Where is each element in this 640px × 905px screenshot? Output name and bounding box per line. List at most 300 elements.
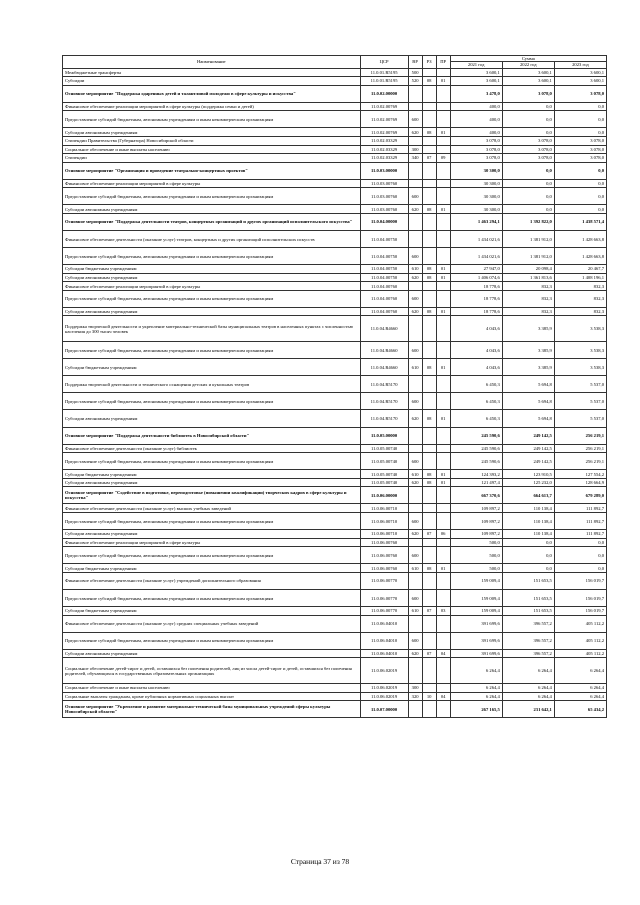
table-row: [63, 316, 607, 342]
row-amount-2021: 18 778,6: [450, 282, 502, 291]
row-csr: 11.0.04.R5170: [360, 376, 408, 393]
row-pr: [436, 615, 450, 632]
row-name: Социальные выплаты гражданам, кроме публичных нормативных социальных выплат: [63, 692, 361, 701]
row-rz: [422, 701, 436, 718]
row-csr: 11.0.04.R4660: [360, 359, 408, 376]
table-row: [63, 145, 607, 154]
row-amount-2022: 3 600,1: [502, 77, 554, 86]
table-header: [63, 56, 607, 69]
row-name: Финансовое обеспечение деятельности (оказание услуг) средних специальных учебных заведений: [63, 615, 361, 632]
row-rz: [422, 213, 436, 230]
row-csr: 11.0.06.00000: [360, 487, 408, 504]
row-amount-2022: 1 392 822,0: [502, 213, 554, 230]
table-row: [63, 111, 607, 128]
table-row: [63, 701, 607, 718]
row-rz: [422, 632, 436, 649]
row-rz: [422, 376, 436, 393]
row-pr: [436, 68, 450, 77]
row-amount-2021: 30 300,0: [450, 205, 502, 214]
row-amount-2023: 0,0: [554, 128, 606, 137]
row-amount-2021: 1 434 021,6: [450, 230, 502, 247]
row-amount-2021: 109 897,2: [450, 513, 502, 530]
row-name: Субсидии бюджетным учреждениям: [63, 265, 361, 274]
row-rz: [422, 538, 436, 547]
table-row: [63, 393, 607, 410]
table-row: [63, 632, 607, 649]
header-vr: ВР: [408, 56, 422, 69]
row-csr: 11.0.03.00760: [360, 188, 408, 205]
row-name: Предоставление субсидий бюджетным, автономным учреждениям и иным некоммерческим организациям: [63, 342, 361, 359]
row-vr: 600: [408, 290, 422, 307]
header-csr: ЦСР: [360, 56, 408, 69]
row-vr: 620: [408, 128, 422, 137]
row-rz: [422, 102, 436, 111]
row-name: Предоставление субсидий бюджетным, автономным учреждениям и иным некоммерческим организациям: [63, 453, 361, 470]
row-pr: [436, 658, 450, 684]
row-amount-2022: 249 142,5: [502, 444, 554, 453]
row-amount-2022: 110 138,4: [502, 513, 554, 530]
row-amount-2023: 256 219,1: [554, 444, 606, 453]
row-pr: [436, 342, 450, 359]
row-vr: 600: [408, 589, 422, 606]
row-amount-2022: 0,0: [502, 162, 554, 179]
row-rz: [422, 179, 436, 188]
row-amount-2023: 5 537,0: [554, 376, 606, 393]
row-rz: [422, 487, 436, 504]
row-name: Основное мероприятие "Организация и проведение театрально-концертных проектов": [63, 162, 361, 179]
row-pr: 01: [436, 478, 450, 487]
row-vr: 340: [408, 154, 422, 163]
row-amount-2022: 151 653,5: [502, 572, 554, 589]
row-csr: 11.0.04.00760: [360, 307, 408, 316]
row-pr: 01: [436, 359, 450, 376]
row-amount-2021: 18 778,6: [450, 290, 502, 307]
row-amount-2021: 1 406 074,6: [450, 273, 502, 282]
row-amount-2023: 0,0: [554, 162, 606, 179]
row-csr: 11.0.05.00740: [360, 444, 408, 453]
row-csr: 11.0.06.00760: [360, 538, 408, 547]
table-row: [63, 410, 607, 427]
row-rz: 07: [422, 530, 436, 539]
row-csr: 11.0.04.00000: [360, 213, 408, 230]
table-row: [63, 290, 607, 307]
row-amount-2023: 256 219,1: [554, 453, 606, 470]
row-csr: 11.0.04.00750: [360, 230, 408, 247]
row-vr: 600: [408, 188, 422, 205]
row-amount-2023: 832,3: [554, 290, 606, 307]
row-amount-2022: 249 142,5: [502, 453, 554, 470]
row-name: Финансовое обеспечение реализации мероприятий в сфере культуры: [63, 282, 361, 291]
row-rz: [422, 615, 436, 632]
row-csr: 11.0.04.R4660: [360, 342, 408, 359]
row-pr: [436, 427, 450, 444]
table-row: [63, 154, 607, 163]
table-row: [63, 136, 607, 145]
table-row: [63, 572, 607, 589]
row-vr: [408, 701, 422, 718]
row-rz: [422, 683, 436, 692]
header-year-2023: 2023 год: [554, 62, 606, 68]
row-vr: 620: [408, 307, 422, 316]
row-name: Финансовое обеспечение деятельности (оказание услуг) библиотек: [63, 444, 361, 453]
row-amount-2023: 6 264,4: [554, 692, 606, 701]
row-amount-2023: 156 019,7: [554, 589, 606, 606]
row-name: Предоставление субсидий бюджетным, автономным учреждениям и иным некоммерческим организациям: [63, 589, 361, 606]
row-amount-2021: 27 947,0: [450, 265, 502, 274]
row-pr: [436, 572, 450, 589]
row-vr: [408, 427, 422, 444]
row-pr: 04: [436, 649, 450, 658]
row-amount-2022: 664 613,7: [502, 487, 554, 504]
row-amount-2021: 4 043,6: [450, 359, 502, 376]
row-amount-2022: 832,3: [502, 290, 554, 307]
row-amount-2021: 3 078,0: [450, 154, 502, 163]
row-name: Предоставление субсидий бюджетным, автономным учреждениям и иным некоммерческим организациям: [63, 513, 361, 530]
row-pr: 01: [436, 470, 450, 479]
row-vr: [408, 162, 422, 179]
row-vr: 620: [408, 530, 422, 539]
row-csr: 11.0.02.03329: [360, 136, 408, 145]
row-vr: 500: [408, 68, 422, 77]
row-amount-2021: 159 009,4: [450, 589, 502, 606]
row-amount-2022: 0,0: [502, 205, 554, 214]
page-number: Страница 37 из 78: [290, 857, 350, 866]
row-vr: [408, 102, 422, 111]
row-csr: 11.0.04.00750: [360, 248, 408, 265]
row-amount-2022: 125 232,0: [502, 478, 554, 487]
row-amount-2021: 6 450,3: [450, 410, 502, 427]
table-row: [63, 487, 607, 504]
table-row: [63, 683, 607, 692]
row-amount-2021: 6 450,3: [450, 376, 502, 393]
row-pr: [436, 111, 450, 128]
row-csr: 11.0.04.00760: [360, 290, 408, 307]
row-pr: [436, 393, 450, 410]
row-amount-2021: 30 300,0: [450, 188, 502, 205]
row-amount-2023: 5 537,0: [554, 410, 606, 427]
row-rz: 07: [422, 154, 436, 163]
row-pr: 01: [436, 564, 450, 573]
table-row: [63, 478, 607, 487]
row-amount-2021: 3 478,0: [450, 85, 502, 102]
row-name: Субсидии бюджетным учреждениям: [63, 470, 361, 479]
row-name: Предоставление субсидий бюджетным, автономным учреждениям и иным некоммерческим организациям: [63, 632, 361, 649]
row-vr: 620: [408, 478, 422, 487]
row-name: Основное мероприятие "Поддержка одаренных детей и талантливой молодежи в сфере культуры и искусства": [63, 85, 361, 102]
row-amount-2023: 5 537,0: [554, 393, 606, 410]
row-csr: 11.0.04.00750: [360, 273, 408, 282]
row-csr: 11.0.04.R5170: [360, 410, 408, 427]
row-vr: 600: [408, 453, 422, 470]
row-name: Стипендии: [63, 154, 361, 163]
row-amount-2021: 500,0: [450, 538, 502, 547]
row-rz: [422, 589, 436, 606]
row-amount-2021: 109 897,2: [450, 504, 502, 513]
row-amount-2021: 1 434 021,6: [450, 248, 502, 265]
row-pr: [436, 290, 450, 307]
row-amount-2023: 3 078,0: [554, 145, 606, 154]
row-rz: 07: [422, 607, 436, 616]
row-csr: 11.0.04.00750: [360, 265, 408, 274]
row-amount-2023: 6 264,4: [554, 658, 606, 684]
row-amount-2023: 3 078,0: [554, 85, 606, 102]
row-amount-2022: 3 385,9: [502, 359, 554, 376]
row-csr: 11.0.06.02019: [360, 658, 408, 684]
row-pr: [436, 316, 450, 342]
row-vr: 610: [408, 359, 422, 376]
row-rz: 08: [422, 410, 436, 427]
table-row: [63, 342, 607, 359]
row-amount-2021: 4 043,6: [450, 316, 502, 342]
row-amount-2023: 1 428 663,8: [554, 248, 606, 265]
row-amount-2022: 3 600,1: [502, 68, 554, 77]
row-pr: [436, 487, 450, 504]
row-vr: 300: [408, 145, 422, 154]
row-name: Субсидии автономным учреждениям: [63, 649, 361, 658]
row-name: Предоставление субсидий бюджетным, автономным учреждениям и иным некоммерческим организациям: [63, 248, 361, 265]
table-row: [63, 179, 607, 188]
row-amount-2023: 1 408 196,1: [554, 273, 606, 282]
row-vr: [408, 179, 422, 188]
row-amount-2023: 156 019,7: [554, 572, 606, 589]
row-vr: 620: [408, 205, 422, 214]
row-amount-2023: 0,0: [554, 564, 606, 573]
row-amount-2022: 123 910,5: [502, 470, 554, 479]
row-amount-2023: 405 112,2: [554, 649, 606, 658]
row-vr: 610: [408, 607, 422, 616]
row-rz: [422, 282, 436, 291]
row-amount-2023: 127 554,2: [554, 470, 606, 479]
table-row: [63, 453, 607, 470]
row-vr: [408, 376, 422, 393]
row-pr: [436, 376, 450, 393]
row-pr: [436, 162, 450, 179]
row-name: Субсидии автономным учреждениям: [63, 410, 361, 427]
row-amount-2022: 3 385,9: [502, 316, 554, 342]
row-csr: 11.0.02.03329: [360, 154, 408, 163]
row-amount-2023: 156 019,7: [554, 607, 606, 616]
table-row: [63, 248, 607, 265]
row-amount-2021: 30 300,0: [450, 162, 502, 179]
row-amount-2021: 30 300,0: [450, 179, 502, 188]
table-row: [63, 589, 607, 606]
row-rz: [422, 136, 436, 145]
row-name: Социальное обеспечение детей-сирот и детей, оставшихся без попечения родителей, лиц из числа детей-сирот и детей, оставшихся без попечения родителей, обучающихся в государственных образовательных организациях: [63, 658, 361, 684]
row-rz: [422, 342, 436, 359]
table-row: [63, 564, 607, 573]
row-csr: 11.0.02.00769: [360, 111, 408, 128]
row-rz: [422, 453, 436, 470]
row-csr: 11.0.01.R5195: [360, 68, 408, 77]
row-name: Финансовое обеспечение реализации мероприятий в сфере культуры (поддержка семьи и детей): [63, 102, 361, 111]
row-csr: 11.0.02.00769: [360, 128, 408, 137]
row-name: Социальное обеспечение и иные выплаты населению: [63, 145, 361, 154]
row-name: Субсидии автономным учреждениям: [63, 530, 361, 539]
row-pr: 06: [436, 530, 450, 539]
row-csr: 11.0.06.00760: [360, 564, 408, 573]
row-rz: [422, 444, 436, 453]
row-amount-2022: 6 264,4: [502, 658, 554, 684]
row-pr: 01: [436, 410, 450, 427]
row-rz: [422, 427, 436, 444]
row-pr: [436, 230, 450, 247]
row-vr: [408, 85, 422, 102]
row-rz: [422, 111, 436, 128]
table-row: [63, 359, 607, 376]
row-amount-2022: 3 078,0: [502, 136, 554, 145]
row-name: Предоставление субсидий бюджетным, автономным учреждениям и иным некоммерческим организациям: [63, 290, 361, 307]
row-rz: 08: [422, 470, 436, 479]
row-rz: 08: [422, 478, 436, 487]
row-amount-2021: 1 463 294,1: [450, 213, 502, 230]
row-vr: 520: [408, 77, 422, 86]
row-amount-2021: 6 264,4: [450, 658, 502, 684]
row-pr: [436, 145, 450, 154]
row-amount-2022: 0,0: [502, 538, 554, 547]
row-amount-2023: 0,0: [554, 547, 606, 564]
row-amount-2023: 3 538,3: [554, 342, 606, 359]
row-pr: [436, 179, 450, 188]
row-name: Финансовое обеспечение деятельности (оказание услуг) учреждений дополнительного образования: [63, 572, 361, 589]
table-row: [63, 530, 607, 539]
row-name: Стипендии Правительства (Губернатора) Новосибирской области: [63, 136, 361, 145]
row-csr: 11.0.06.00760: [360, 547, 408, 564]
row-vr: 610: [408, 564, 422, 573]
row-pr: 03: [436, 607, 450, 616]
row-pr: 09: [436, 154, 450, 163]
row-amount-2023: 405 112,2: [554, 632, 606, 649]
row-name: Социальное обеспечение и иные выплаты населению: [63, 683, 361, 692]
table-row: [63, 470, 607, 479]
row-amount-2023: 6 264,4: [554, 683, 606, 692]
row-amount-2022: 1 361 813,6: [502, 273, 554, 282]
row-pr: [436, 188, 450, 205]
table-row: [63, 658, 607, 684]
row-name: Субсидии: [63, 77, 361, 86]
row-rz: [422, 248, 436, 265]
row-amount-2021: 121 497,4: [450, 478, 502, 487]
row-amount-2021: 391 699,6: [450, 615, 502, 632]
row-name: Поддержка творческой деятельности и укрепление материально-технической базы муниципальных театров в населенных пунктах с численностью населения до 300 тысяч человек: [63, 316, 361, 342]
row-amount-2021: 3 600,1: [450, 77, 502, 86]
row-amount-2022: 3 385,9: [502, 342, 554, 359]
row-amount-2023: 3 538,3: [554, 359, 606, 376]
row-pr: [436, 547, 450, 564]
table-row: [63, 692, 607, 701]
row-amount-2021: 245 590,6: [450, 427, 502, 444]
row-csr: 11.0.06.00710: [360, 530, 408, 539]
row-rz: 07: [422, 649, 436, 658]
row-name: Основное мероприятие "Поддержка деятельности библиотек в Новосибирской области": [63, 427, 361, 444]
row-amount-2023: 65 434,2: [554, 701, 606, 718]
row-rz: [422, 162, 436, 179]
row-vr: [408, 658, 422, 684]
row-amount-2021: 500,0: [450, 564, 502, 573]
row-csr: 11.0.02.00000: [360, 85, 408, 102]
row-name: Финансовое обеспечение деятельности (оказание услуг) театров, концертных и других организаций исполнительских искусств: [63, 230, 361, 247]
budget-table: [62, 55, 607, 718]
row-amount-2022: 832,3: [502, 282, 554, 291]
row-vr: 600: [408, 513, 422, 530]
row-amount-2023: 0,0: [554, 111, 606, 128]
row-csr: 11.0.04.00760: [360, 282, 408, 291]
row-vr: 600: [408, 393, 422, 410]
row-amount-2021: 245 590,6: [450, 444, 502, 453]
row-rz: 08: [422, 265, 436, 274]
row-amount-2021: 391 699,6: [450, 649, 502, 658]
row-name: Субсидии автономным учреждениям: [63, 205, 361, 214]
row-vr: 620: [408, 649, 422, 658]
row-amount-2022: 0,0: [502, 102, 554, 111]
row-amount-2021: 6 450,3: [450, 393, 502, 410]
row-name: Субсидии автономным учреждениям: [63, 478, 361, 487]
row-amount-2021: 3 078,0: [450, 136, 502, 145]
row-pr: 01: [436, 77, 450, 86]
row-rz: 08: [422, 205, 436, 214]
row-pr: 01: [436, 307, 450, 316]
row-csr: 11.0.02.03329: [360, 145, 408, 154]
row-rz: [422, 547, 436, 564]
header-sum: Сумма: [450, 56, 606, 62]
row-amount-2022: 1 381 912,0: [502, 230, 554, 247]
row-amount-2022: 110 138,4: [502, 504, 554, 513]
row-name: Предоставление субсидий бюджетным, автономным учреждениям и иным некоммерческим организациям: [63, 188, 361, 205]
row-amount-2021: 3 078,0: [450, 145, 502, 154]
row-name: Предоставление субсидий бюджетным, автономным учреждениям и иным некоммерческим организациям: [63, 111, 361, 128]
row-name: Субсидии бюджетным учреждениям: [63, 607, 361, 616]
row-csr: 11.0.02.00769: [360, 102, 408, 111]
row-csr: 11.0.03.00000: [360, 162, 408, 179]
row-amount-2021: 391 699,6: [450, 632, 502, 649]
row-amount-2021: 400,0: [450, 102, 502, 111]
row-amount-2023: 3 538,3: [554, 316, 606, 342]
row-name: Финансовое обеспечение реализации мероприятий в сфере культуры: [63, 538, 361, 547]
row-amount-2021: 667 370,6: [450, 487, 502, 504]
row-name: Субсидии автономным учреждениям: [63, 128, 361, 137]
row-amount-2021: 400,0: [450, 111, 502, 128]
row-vr: [408, 444, 422, 453]
row-vr: [408, 615, 422, 632]
row-name: Финансовое обеспечение реализации мероприятий в сфере культуры: [63, 179, 361, 188]
row-name: Финансовое обеспечение деятельности (оказание услуг) высших учебных заведений: [63, 504, 361, 513]
row-vr: [408, 230, 422, 247]
row-rz: 08: [422, 564, 436, 573]
table-row: [63, 77, 607, 86]
row-pr: [436, 248, 450, 265]
row-rz: 08: [422, 307, 436, 316]
row-rz: [422, 68, 436, 77]
row-rz: 08: [422, 359, 436, 376]
row-rz: [422, 572, 436, 589]
row-amount-2022: 832,3: [502, 307, 554, 316]
row-csr: 11.0.04.R5170: [360, 393, 408, 410]
row-amount-2022: 0,0: [502, 547, 554, 564]
row-rz: [422, 513, 436, 530]
row-amount-2023: 0,0: [554, 102, 606, 111]
row-amount-2021: 4 043,6: [450, 342, 502, 359]
row-vr: 600: [408, 111, 422, 128]
row-csr: 11.0.06.02019: [360, 683, 408, 692]
row-rz: [422, 504, 436, 513]
row-csr: 11.0.07.00000: [360, 701, 408, 718]
row-amount-2022: 5 694,8: [502, 410, 554, 427]
row-amount-2022: 0,0: [502, 564, 554, 573]
row-amount-2023: 3 600,1: [554, 77, 606, 86]
row-amount-2021: 18 778,6: [450, 307, 502, 316]
row-rz: [422, 290, 436, 307]
row-pr: 01: [436, 128, 450, 137]
row-amount-2022: 396 557,2: [502, 649, 554, 658]
